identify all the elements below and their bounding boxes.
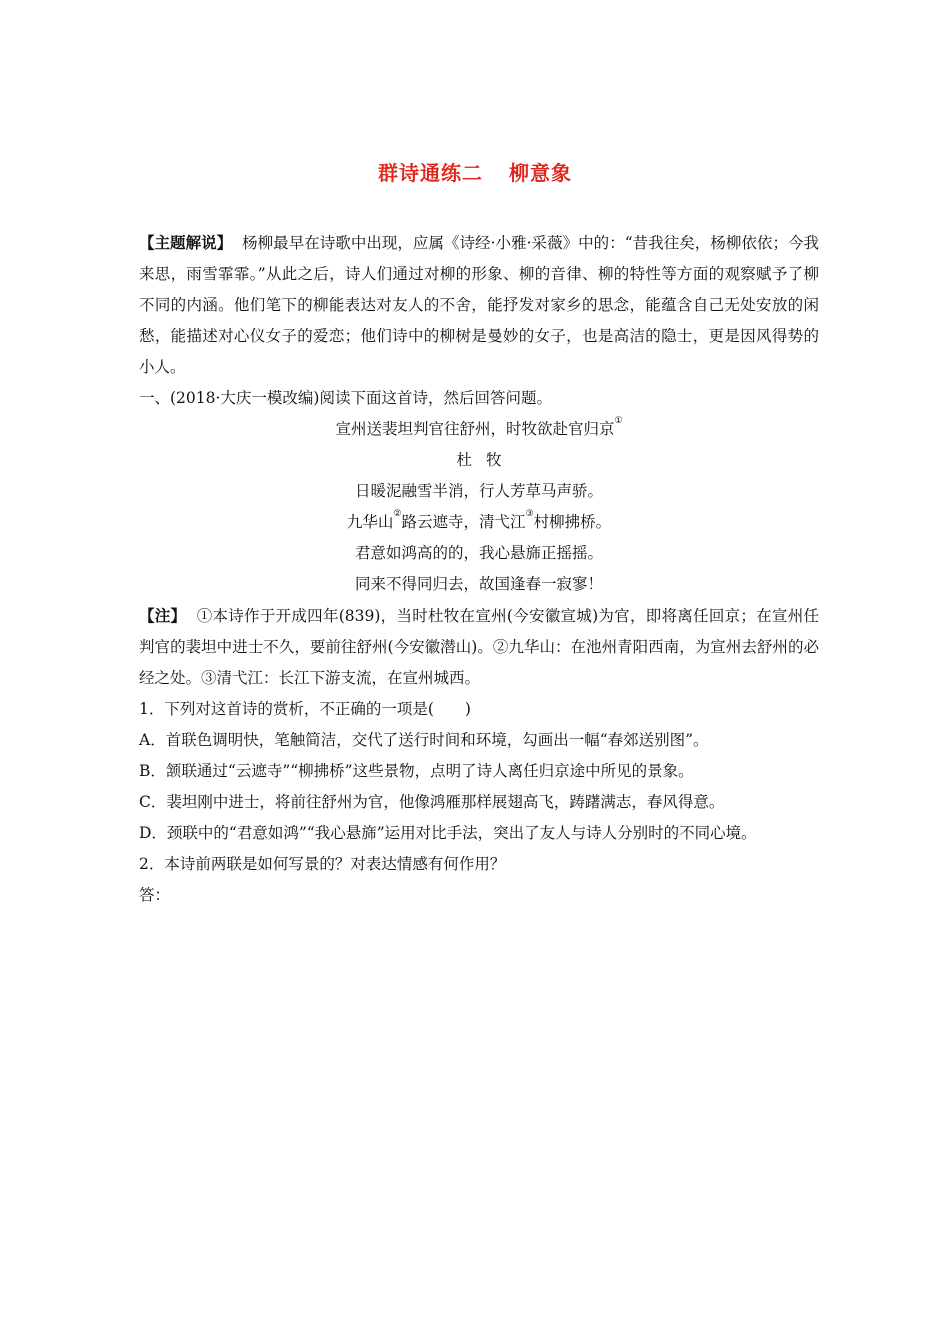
intro-label: 【主题解说】 (139, 233, 233, 252)
intro-paragraph (139, 227, 819, 383)
poem-title-text: 宣州送裴坦判官往舒州，时牧欲赴官归京 (335, 420, 615, 438)
note-paragraph (139, 600, 819, 694)
intro-text: 杨柳最早在诗歌中出现，应属《诗经·小雅·采薇》中的：“昔我往矣，杨柳依依；今我来思，雨雪霏霏。”从此之后，诗人们通过对柳的形象、柳的音律、柳的特性等方面的观察赋予了柳不同的内涵。他们笔下的柳能表达对友人的不舍，能抒发对家乡的思念，能蕴含自己无处安放的闲愁，能描述对心仪女子的爱恋；他们诗中的柳树是曼妙的女子，也是高洁的隐士，更是因风得势的小人。 (139, 234, 820, 376)
question-1-option-a: A．首联色调明快，笔触简洁，交代了送行时间和环境，勾画出一幅“春郊送别图”。 (139, 731, 709, 749)
question-2-stem: 2．本诗前两联是如何写景的？对表达情感有何作用？ (139, 855, 506, 873)
question-1-option-b: B．颔联通过“云遮寺”“柳拂桥”这些景物，点明了诗人离任归京途中所见的景象。 (139, 762, 694, 780)
poem-line-2-part-c: 村柳拂桥。 (533, 513, 612, 531)
poem-line-2-part-b: 路云遮寺，清弋江 (401, 513, 526, 531)
question-1-option-d: D．颈联中的“君意如鸿”“我心悬旆”运用对比手法，突出了友人与诗人分别时的不同心境。 (139, 824, 757, 842)
poem-line-2 (139, 507, 819, 538)
question-1-stem: 1．下列对这首诗的赏析，不正确的一项是( ) (139, 700, 471, 718)
poem-note-marker-3: ③ (525, 509, 534, 519)
page-title (0, 157, 950, 186)
section-heading: 一、(2018·大庆一模改编)阅读下面这首诗，然后回答问题。 (139, 389, 552, 407)
answer-label: 答： (139, 886, 171, 904)
poem-line-4: 同来不得同归去，故国逢春一寂寥！ (354, 575, 603, 593)
question-1-option-c: C．裴坦刚中进士，将前往舒州为官，他像鸿雁那样展翅高飞，踌躇满志，春风得意。 (139, 793, 725, 811)
poem-title (139, 414, 819, 445)
note-text: ①本诗作于开成四年(839)，当时杜牧在宣州(今安徽宣城)为官，即将离任回京；在宣州任判官的裴坦中进士不久，要前往舒州(今安徽潜山)。②九华山：在池州青阳西南，为宣州去舒州的必经之处。③清弋江：长江下游支流，在宣州城西。 (139, 607, 819, 687)
poem-author-line (139, 445, 819, 476)
poem-line-2-part-a: 九华山 (346, 513, 394, 531)
poem-line-3: 君意如鸿高的的，我心悬旆正摇摇。 (354, 544, 603, 562)
poem-title-note-marker: ① (614, 416, 623, 426)
poem-note-marker-2: ② (393, 509, 402, 519)
title-part2: 柳意象 (509, 161, 572, 185)
note-label: 【注】 (139, 606, 187, 625)
title-part1: 群诗通练二 (378, 161, 483, 185)
poem-author: 杜牧 (456, 451, 516, 469)
document-body (139, 227, 819, 911)
poem-line-1: 日暖泥融雪半消，行人芳草马声骄。 (354, 482, 603, 500)
